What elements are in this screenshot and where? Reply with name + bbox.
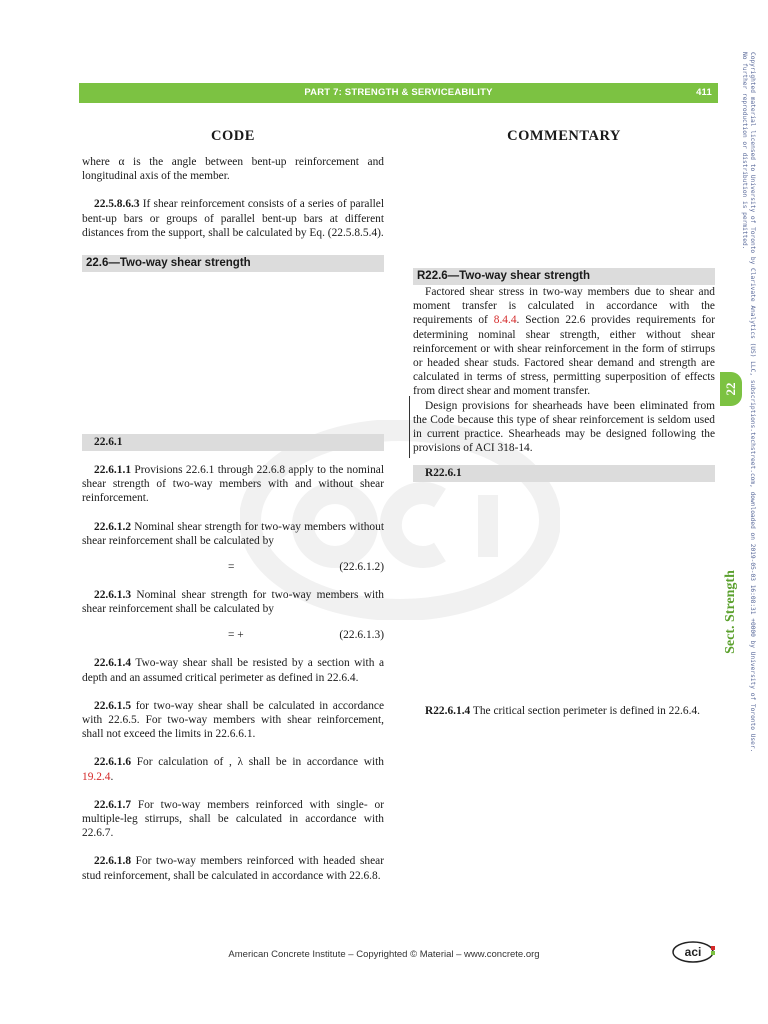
paragraph-text: If shear reinforcement consists of a series of parallel bent-up bars or groups of parallel bent-up bars at different distances from the support, shall be calculated by Eq. (22.5.8.5.4). [82, 198, 384, 239]
equation-number: (22.6.1.3) [339, 629, 384, 642]
paragraph-text: . Section 22.6 provides requirements for determining nominal shear strength, either without shear reinforcement or with shear reinforcement in the form of stirrups or headed shear studs. Factored shear demand and strength are calculated in terms of stress, permitting superposition of effects from direct shear and moment transfer. [413, 314, 715, 398]
paragraph-text: Nominal shear strength for two-way members without shear reinforcement shall be calculated by [82, 520, 384, 547]
paragraph-text: For two-way members reinforced with single- or multiple-leg stirrups, shall be calculated in accordance with 22.6.7. [82, 798, 384, 840]
chapter-number: 22 [723, 382, 738, 396]
section-number: 22.6.1.8 [94, 855, 132, 868]
paragraph-text: Two-way shear shall be resisted by a section with a depth and an assumed critical perimeter as defined in 22.6.4. [82, 657, 384, 684]
equation-body: = + [228, 629, 244, 642]
equation-body: = [228, 561, 235, 574]
commentary-paragraph [413, 704, 715, 718]
code-paragraph [82, 588, 384, 616]
chapter-tab-number [720, 372, 742, 406]
subsection-heading: 22.6.1 [82, 434, 384, 451]
running-header [79, 83, 718, 103]
paragraph-text: for two-way shear shall be calculated in accordance with 22.6.5. For two-way members with shear reinforcement, shall not exceed the limits in 22.6.6.1. [82, 699, 384, 741]
paragraph-text: Nominal shear strength for two-way members with shear reinforcement shall be calculated by [82, 589, 384, 616]
code-paragraph: where α is the angle between bent-up reinforcement and longitudinal axis of the member. [82, 156, 384, 183]
section-heading: R22.6—Two-way shear strength [413, 268, 715, 285]
cross-reference-link[interactable]: 19.2.4 [82, 770, 111, 783]
cross-reference-link[interactable]: 8.4.4 [493, 314, 517, 327]
code-paragraph [82, 520, 384, 548]
section-number: 22.6.1.3 [94, 589, 132, 602]
revision-change-bar [409, 396, 410, 458]
page-footer: American Concrete Institute – Copyrighted © Material – www.concrete.org [228, 949, 540, 960]
code-paragraph [82, 798, 384, 841]
paragraph-text: For calculation of , λ shall be in accordance with [131, 756, 384, 769]
code-column-heading: CODE [211, 128, 255, 144]
code-paragraph [82, 755, 384, 783]
paragraph-text: For two-way members reinforced with headed shear stud reinforcement, shall be calculated in accordance with 22.6.8. [82, 855, 384, 882]
section-heading: 22.6—Two-way shear strength [82, 255, 384, 272]
equation-number: (22.6.1.2) [339, 561, 384, 574]
copyright-line: No further reproduction or distribution is permitted. [741, 52, 749, 250]
chapter-tab-label: Sect. Strength [723, 570, 738, 654]
page-number: 411 [696, 87, 712, 98]
copyright-notice-vertical [741, 52, 756, 752]
code-paragraph [82, 699, 384, 742]
commentary-paragraph [413, 285, 715, 399]
code-paragraph [82, 463, 384, 506]
aci-logo-text: aci [684, 945, 702, 959]
subsection-heading: R22.6.1 [413, 465, 715, 482]
paragraph-text: Provisions 22.6.1 through 22.6.8 apply to the nominal shear strength of two-way members with and without shear reinforcement. [82, 464, 384, 505]
commentary-column-heading: COMMENTARY [507, 128, 621, 144]
header-title: PART 7: STRENGTH & SERVICEABILITY [304, 87, 493, 98]
commentary-column [413, 268, 715, 719]
code-paragraph [82, 854, 384, 882]
paragraph-text: Factored shear stress in two-way members due to shear and moment transfer is calculated in accordance with the requirements of [413, 286, 715, 327]
section-number: 22.5.8.6.3 [94, 198, 140, 211]
code-paragraph [82, 197, 384, 240]
equation [82, 628, 384, 643]
copyright-line: Copyrighted material licensed to University of Toronto by Clarivate Analytics (US) LLC, subscriptions.techstreet.com, downloaded on 2019-05-03 16:08:31 +0000 by University of Toronto User. [749, 52, 756, 753]
section-number: 22.6.1.6 [94, 756, 132, 769]
paragraph-text: . [110, 770, 114, 783]
aci-logo [671, 941, 719, 963]
paragraph-text: The critical section perimeter is defined in 22.6.4. [470, 705, 700, 718]
section-number: 22.6.1.5 [94, 699, 132, 712]
commentary-paragraph: Design provisions for shearheads have been eliminated from the Code because this type of shear reinforcement is seldom used in current practice. Shearheads may be designed following the provisions of ACI 318-14. [413, 399, 715, 455]
section-number: 22.6.1.2 [94, 520, 132, 533]
section-number: 22.6.1.1 [94, 464, 132, 477]
section-number: 22.6.1.4 [94, 657, 132, 670]
section-number: 22.6.1.7 [94, 798, 132, 811]
equation [82, 560, 384, 575]
code-column [82, 155, 384, 883]
code-paragraph [82, 656, 384, 684]
section-number: R22.6.1.4 [425, 705, 471, 718]
